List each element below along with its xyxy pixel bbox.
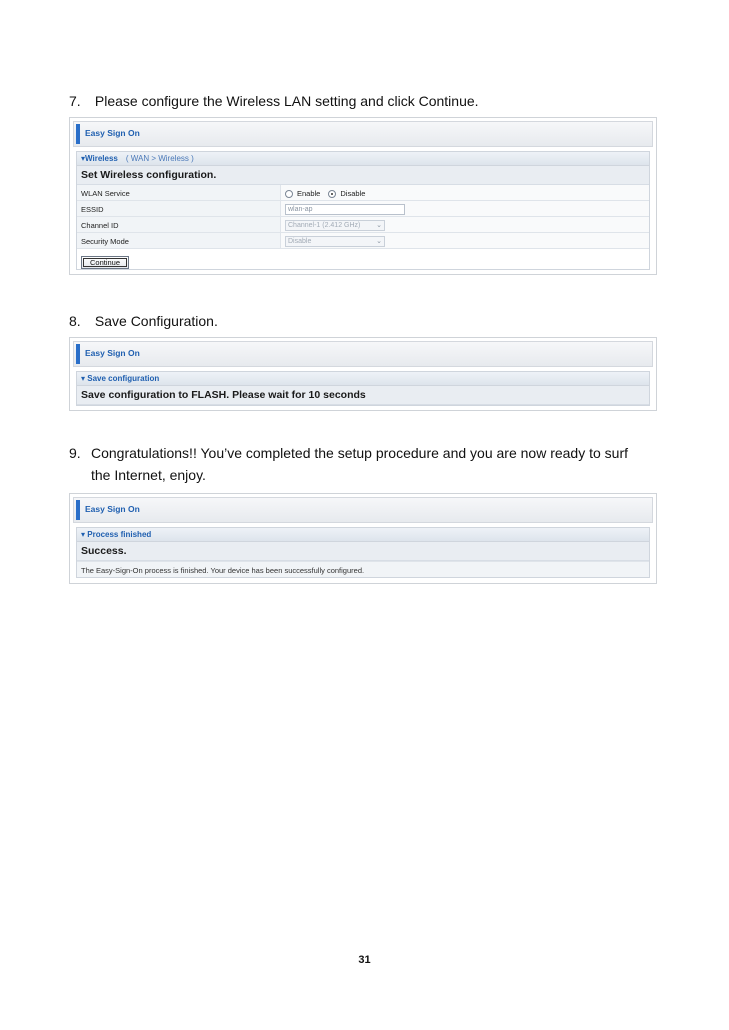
accent-bar <box>76 344 80 364</box>
security-row <box>77 233 649 249</box>
security-value <box>281 233 649 248</box>
disable-radio[interactable] <box>328 190 336 198</box>
section-header[interactable] <box>77 372 649 386</box>
wlan-service-row <box>77 185 649 201</box>
panel-title: Easy Sign On <box>85 348 140 358</box>
channel-select-value: Channel-1 (2.412 GHz) <box>288 222 361 229</box>
security-select[interactable] <box>285 236 385 247</box>
panel-header <box>73 121 653 147</box>
wireless-section <box>76 151 650 270</box>
step-8-text <box>69 310 218 332</box>
save-message: Save configuration to FLASH. Please wait for 10 seconds <box>77 386 649 405</box>
breadcrumb: ( WAN > Wireless ) <box>125 154 194 163</box>
chevron-down-icon: ⌄ <box>376 238 382 245</box>
enable-radio[interactable] <box>285 190 293 198</box>
essid-label: ESSID <box>77 201 281 216</box>
channel-label: Channel ID <box>77 217 281 232</box>
security-label: Security Mode <box>77 233 281 248</box>
section-head-label: Process finished <box>87 530 152 539</box>
save-section <box>76 371 650 406</box>
collapse-triangle-icon: ▾ <box>81 530 86 539</box>
page-number: 31 <box>358 954 371 966</box>
step-instruction: Please configure the Wireless LAN setting and click Continue. <box>94 93 479 109</box>
section-header[interactable] <box>77 528 649 542</box>
button-row <box>77 249 649 269</box>
step-9-text <box>69 442 628 486</box>
finished-panel <box>69 493 657 584</box>
channel-select[interactable] <box>285 220 385 231</box>
step-number: 8. <box>69 313 81 329</box>
panel-title: Easy Sign On <box>85 128 140 138</box>
step-number: 7. <box>69 93 81 109</box>
security-select-value: Disable <box>288 238 312 245</box>
success-message: The Easy-Sign-On process is finished. Your device has been successfully configured. <box>77 561 649 577</box>
section-head-label: Wireless <box>85 154 118 163</box>
continue-button[interactable]: Continue <box>81 256 129 269</box>
success-title: Success. <box>77 542 649 561</box>
essid-value <box>281 201 649 216</box>
wireless-panel <box>69 117 657 275</box>
finished-section <box>76 527 650 578</box>
essid-row <box>77 201 649 217</box>
step-number: 9. <box>69 445 81 461</box>
section-title: Set Wireless configuration. <box>77 166 649 185</box>
wlan-service-label: WLAN Service <box>77 185 281 200</box>
step-instruction-line2: the Internet, enjoy. <box>91 467 206 483</box>
panel-header <box>73 341 653 367</box>
collapse-triangle-icon: ▾ <box>81 154 86 163</box>
panel-header <box>73 497 653 523</box>
channel-value <box>281 217 649 232</box>
wlan-service-value <box>281 185 649 200</box>
accent-bar <box>76 124 80 144</box>
panel-title: Easy Sign On <box>85 504 140 514</box>
step-7-text <box>69 90 479 112</box>
disable-radio-label[interactable]: Disable <box>340 189 366 198</box>
essid-input[interactable]: wlan-ap <box>285 204 405 215</box>
chevron-down-icon: ⌄ <box>376 222 382 229</box>
channel-row <box>77 217 649 233</box>
save-panel <box>69 337 657 411</box>
section-head-label: Save configuration <box>87 374 160 383</box>
step-instruction: Save Configuration. <box>94 313 218 329</box>
accent-bar <box>76 500 80 520</box>
collapse-triangle-icon: ▾ <box>81 374 86 383</box>
step-instruction-line1: Congratulations!! You’ve completed the setup procedure and you are now ready to surf <box>91 445 629 461</box>
section-header[interactable] <box>77 152 649 166</box>
enable-radio-label[interactable]: Enable <box>297 189 321 198</box>
